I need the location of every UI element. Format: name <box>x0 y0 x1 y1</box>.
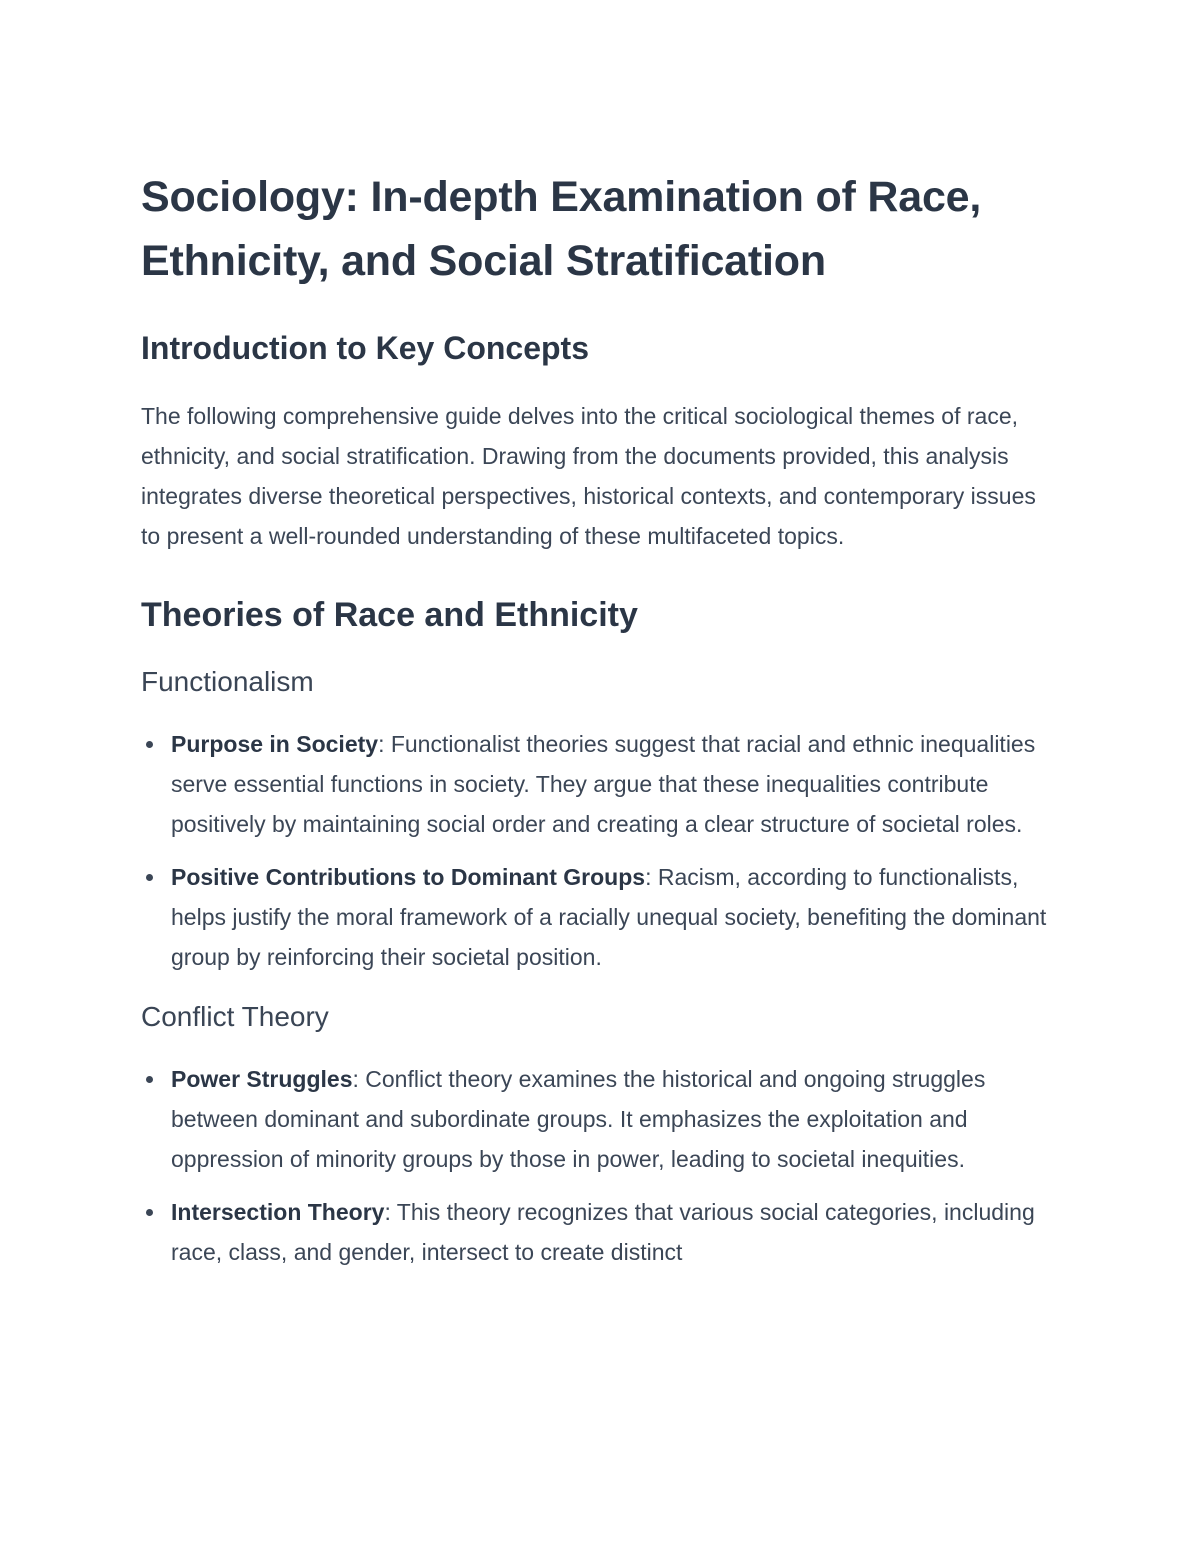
document-page <box>141 165 1061 1272</box>
subheading-conflict-theory: Conflict Theory <box>141 1001 329 1032</box>
bullet-icon <box>146 741 153 748</box>
list-item-text: : This theory recognizes that various social categories, including race, class, and gender, intersect to create distinct <box>171 1199 1035 1265</box>
list-item-term: Power Struggles <box>171 1066 353 1092</box>
list-item-text: : Conflict theory examines the historical and ongoing struggles between dominant and subordinate groups. It emphasizes the exploitation and oppression of minority groups by those in power, leading to societal inequities. <box>171 1066 986 1172</box>
list-item <box>141 1192 1061 1272</box>
functionalism-list <box>141 724 1061 977</box>
bullet-icon <box>146 1076 153 1083</box>
section-heading-introduction: Introduction to Key Concepts <box>141 330 589 366</box>
bullet-icon <box>146 1209 153 1216</box>
document-title: Sociology: In-depth Examination of Race, Ethnicity, and Social Stratification <box>141 173 982 285</box>
list-item-term: Intersection Theory <box>171 1199 385 1225</box>
list-item-term: Purpose in Society <box>171 731 379 757</box>
introduction-paragraph: The following comprehensive guide delves into the critical sociological themes of race, ethnicity, and social stratification. Drawing from the documents provided, this analysis integrates diverse theoretical perspectives, historical contexts, and contemporary issues to present a well-rounded understanding of these multifaceted topics. <box>141 403 1036 549</box>
list-item-term: Positive Contributions to Dominant Groups <box>171 864 646 890</box>
list-item <box>141 857 1061 977</box>
conflict-theory-list <box>141 1059 1061 1272</box>
section-heading-theories: Theories of Race and Ethnicity <box>141 596 638 634</box>
list-item <box>141 724 1061 844</box>
list-item-text: : Racism, according to functionalists, helps justify the moral framework of a racially unequal society, benefiting the dominant group by reinforcing their societal position. <box>171 864 1047 970</box>
subheading-functionalism: Functionalism <box>141 666 314 697</box>
list-item <box>141 1059 1061 1179</box>
bullet-icon <box>146 874 153 881</box>
list-item-text: : Functionalist theories suggest that racial and ethnic inequalities serve essential functions in society. They argue that these inequalities contribute positively by maintaining social order and creating a clear structure of societal roles. <box>171 731 1036 837</box>
